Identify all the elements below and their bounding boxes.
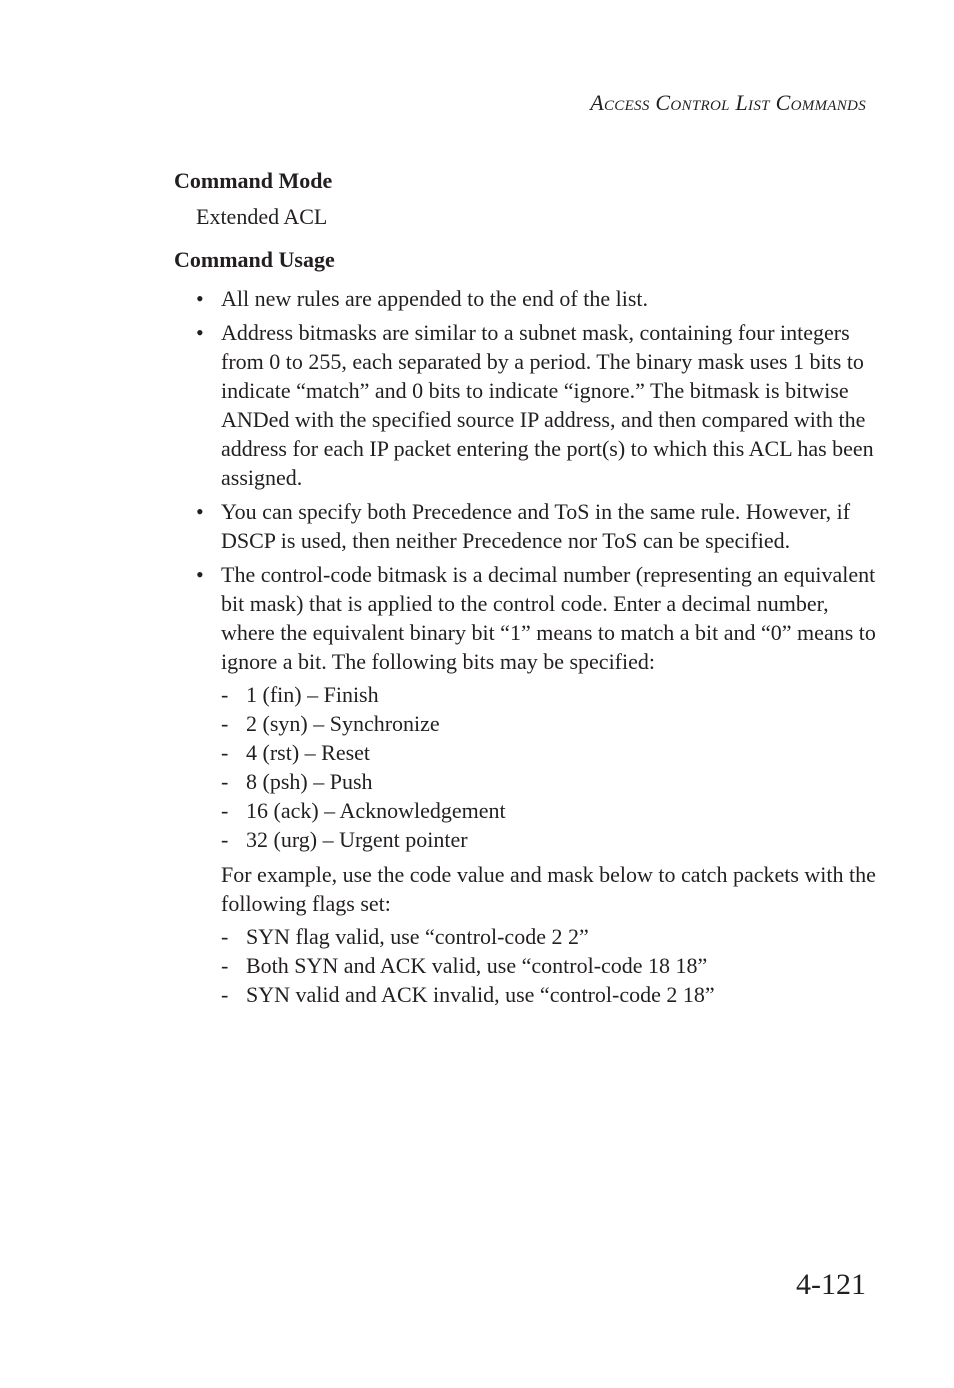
bullet-marker: • bbox=[196, 320, 204, 345]
usage-bullet-list bbox=[196, 284, 876, 1014]
bit-text: 2 (syn) – Synchronize bbox=[246, 711, 440, 736]
bit-list-item bbox=[221, 738, 876, 767]
dash-marker: - bbox=[221, 711, 229, 736]
dash-marker: - bbox=[221, 682, 229, 707]
bullet-text: Address bitmasks are similar to a subnet mask, containing four integers from 0 to 255, each separated by a period. The binary mask uses 1 bits to indicate “match” and 0 bits to indicate “ignore.” The bitmask is bitwise ANDed with the specified source IP address, and then compared with the address for each IP packet entering the port(s) to which this ACL has been assigned. bbox=[221, 320, 874, 490]
example-list-item bbox=[221, 922, 876, 951]
bit-list-item bbox=[221, 796, 876, 825]
example-intro-paragraph: For example, use the code value and mask below to catch packets with the following flags set: bbox=[221, 862, 876, 916]
example-list bbox=[221, 922, 876, 1009]
bit-list-item bbox=[221, 680, 876, 709]
bullet-marker: • bbox=[196, 562, 204, 587]
command-usage-heading: Command Usage bbox=[174, 247, 335, 272]
usage-bullet-item bbox=[196, 560, 876, 1009]
usage-bullet-item bbox=[196, 318, 876, 492]
example-list-item bbox=[221, 951, 876, 980]
page-number: 4-121 bbox=[796, 1268, 866, 1301]
dash-marker: - bbox=[221, 982, 229, 1007]
example-list-item bbox=[221, 980, 876, 1009]
dash-marker: - bbox=[221, 740, 229, 765]
bit-text: 32 (urg) – Urgent pointer bbox=[246, 827, 468, 852]
bit-text: 4 (rst) – Reset bbox=[246, 740, 371, 765]
bit-text: 1 (fin) – Finish bbox=[246, 682, 379, 707]
example-text: SYN valid and ACK invalid, use “control-code 2 18” bbox=[246, 982, 715, 1007]
running-header: Access Control List Commands bbox=[590, 90, 866, 115]
usage-bullet-item bbox=[196, 497, 876, 555]
dash-marker: - bbox=[221, 769, 229, 794]
bit-list-item bbox=[221, 767, 876, 796]
bit-list-item bbox=[221, 709, 876, 738]
dash-marker: - bbox=[221, 798, 229, 823]
control-code-bit-list bbox=[221, 680, 876, 854]
dash-marker: - bbox=[221, 924, 229, 949]
bit-text: 8 (psh) – Push bbox=[246, 769, 373, 794]
dash-marker: - bbox=[221, 827, 229, 852]
bullet-marker: • bbox=[196, 286, 204, 311]
example-text: Both SYN and ACK valid, use “control-code 18 18” bbox=[246, 953, 708, 978]
bullet-text: You can specify both Precedence and ToS in the same rule. However, if DSCP is used, then neither Precedence nor ToS can be specified. bbox=[221, 499, 851, 553]
dash-marker: - bbox=[221, 953, 229, 978]
command-mode-value: Extended ACL bbox=[196, 204, 328, 229]
command-mode-heading: Command Mode bbox=[174, 168, 333, 193]
bullet-text: The control-code bitmask is a decimal number (representing an equivalent bit mask) that is applied to the control code. Enter a decimal number, where the equivalent binary bit “1” means to match a bit and “0” means to ignore a bit. The following bits may be specified: bbox=[221, 562, 876, 674]
bit-text: 16 (ack) – Acknowledgement bbox=[246, 798, 506, 823]
example-text: SYN flag valid, use “control-code 2 2” bbox=[246, 924, 589, 949]
bit-list-item bbox=[221, 825, 876, 854]
usage-bullet-item bbox=[196, 284, 876, 313]
bullet-marker: • bbox=[196, 499, 204, 524]
bullet-text: All new rules are appended to the end of the list. bbox=[221, 286, 649, 311]
